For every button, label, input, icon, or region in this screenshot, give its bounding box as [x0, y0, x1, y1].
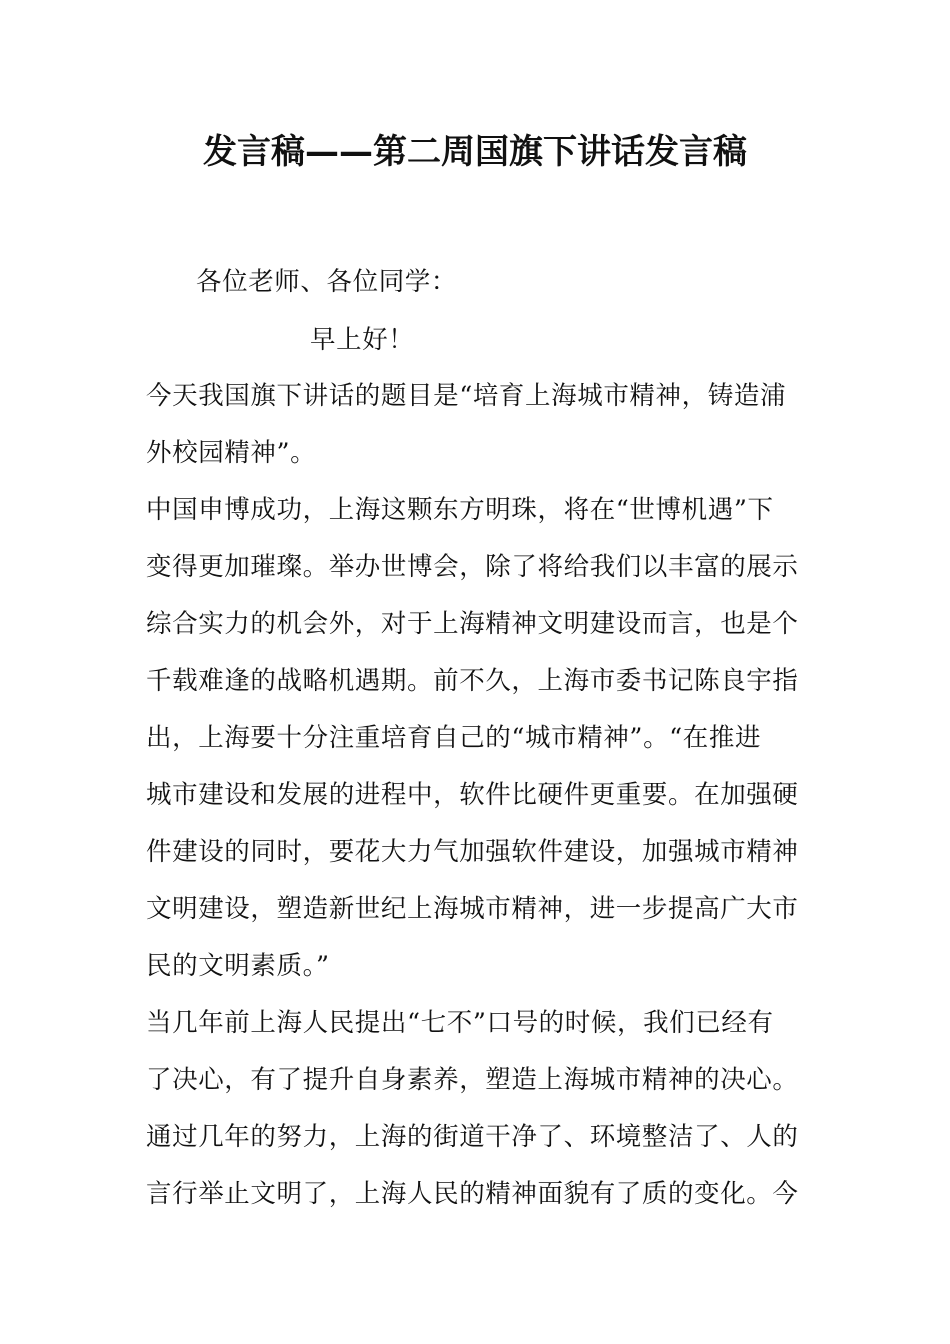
- greeting-line: 早上好！: [310, 325, 415, 355]
- document-title: 发言稿——第二周国旗下讲话发言稿: [203, 132, 747, 172]
- body-line: 出，上海要十分注重培育自己的“城市精神”。“在推进: [146, 723, 762, 753]
- body-line: 城市建设和发展的进程中，软件比硬件更重要。在加强硬: [146, 780, 799, 810]
- body-line: 通过几年的努力，上海的街道干净了、环境整洁了、人的: [146, 1122, 799, 1152]
- body-line: 中国申博成功，上海这颗东方明珠，将在“世博机遇”下: [146, 495, 774, 525]
- salutation-line: 各位老师、各位同学：: [196, 267, 458, 297]
- body-line: 当几年前上海人民提出“七不”口号的时候，我们已经有: [146, 1008, 774, 1038]
- body-line: 综合实力的机会外，对于上海精神文明建设而言，也是个: [146, 609, 799, 639]
- body-line: 件建设的同时，要花大力气加强软件建设，加强城市精神: [146, 837, 799, 867]
- body-line: 外校园精神”。: [146, 438, 317, 468]
- body-line: 文明建设，塑造新世纪上海城市精神，进一步提高广大市: [146, 894, 799, 924]
- body-line: 了决心，有了提升自身素养，塑造上海城市精神的决心。: [146, 1065, 799, 1095]
- body-line: 今天我国旗下讲话的题目是“培育上海城市精神，铸造浦: [146, 381, 787, 411]
- body-line: 民的文明素质。”: [146, 951, 330, 981]
- body-line: 千载难逢的战略机遇期。前不久，上海市委书记陈良宇指: [146, 666, 799, 696]
- body-line: 言行举止文明了，上海人民的精神面貌有了质的变化。今: [146, 1179, 799, 1209]
- body-line: 变得更加璀璨。举办世博会，除了将给我们以丰富的展示: [146, 552, 799, 582]
